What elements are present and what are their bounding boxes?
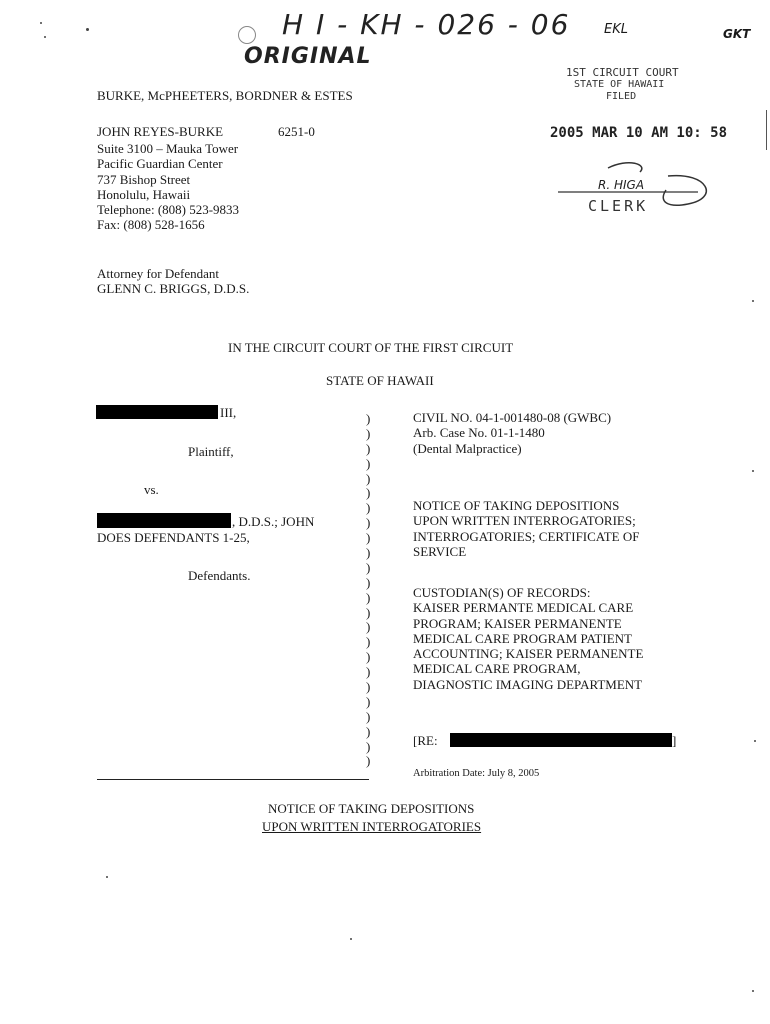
custodian-block (413, 585, 643, 692)
attorney-bar-number: 6251-0 (278, 124, 315, 139)
versus: vs. (144, 482, 159, 497)
scan-speck (754, 740, 756, 742)
court-stamp-line1: 1ST CIRCUIT COURT (566, 66, 679, 79)
scan-speck (86, 28, 89, 31)
state-heading: STATE OF HAWAII (326, 373, 434, 388)
scan-speck (350, 938, 352, 940)
scan-edge-right (766, 110, 767, 150)
clerk-label: CLERK (588, 197, 649, 215)
court-stamp-line3: FILED (606, 91, 637, 102)
custodian-line: MEDICAL CARE PROGRAM PATIENT (413, 630, 632, 646)
address-line: Pacific Guardian Center (97, 156, 223, 172)
custodian-line: CUSTODIAN(S) OF RECORDS: (413, 585, 591, 600)
case-type: (Dental Malpractice) (413, 440, 522, 456)
scan-speck (106, 876, 108, 878)
arbitration-date: Arbitration Date: July 8, 2005 (413, 768, 540, 779)
plaintiff-label: Plaintiff, (188, 444, 234, 459)
defendants-label: Defendants. (188, 568, 251, 583)
document-title-line1: NOTICE OF TAKING DEPOSITIONS (268, 801, 475, 816)
attorney-for-block (97, 266, 249, 297)
defendant-line2: DOES DEFENDANTS 1-25, (97, 530, 250, 545)
redacted-defendant-name (97, 513, 231, 528)
custodian-line: PROGRAM; KAISER PERMANENTE (413, 615, 622, 631)
defendant-suffix: , D.D.S.; JOHN (232, 514, 315, 529)
scan-speck (40, 22, 42, 24)
notice-title-block (413, 498, 640, 559)
plaintiff-suffix: III, (220, 405, 237, 420)
telephone-line: Telephone: (808) 523-9833 (97, 202, 240, 218)
notice-line: NOTICE OF TAKING DEPOSITIONS (413, 498, 620, 513)
redacted-plaintiff-name (96, 405, 218, 419)
scan-speck (752, 300, 754, 302)
arbitration-case-number: Arb. Case No. 01-1-1480 (413, 425, 545, 441)
attorney-for-label: Attorney for Defendant (97, 266, 220, 281)
original-stamp: ORIGINAL (244, 44, 372, 69)
re-close-bracket: ] (672, 733, 677, 748)
scan-speck (752, 990, 754, 992)
case-number-block (413, 410, 611, 456)
caption-parenthesis-column: ) ) ) ) ) ) ) ) ) ) ) ) ) ) ) ) ) ) ) ) ) ) ) ) (366, 411, 371, 769)
clerk-signature: R. HIGA (598, 178, 645, 192)
caption-bottom-rule (97, 779, 369, 780)
notice-line: INTERROGATORIES; CERTIFICATE OF (413, 528, 640, 544)
firm-name: BURKE, McPHEETERS, BORDNER & ESTES (97, 88, 353, 103)
attorney-address-block (97, 141, 239, 233)
notice-line: UPON WRITTEN INTERROGATORIES; (413, 513, 636, 529)
stamp-circle-mark (238, 26, 256, 44)
court-stamp-datetime: 2005 MAR 10 AM 10: 58 (550, 125, 728, 141)
custodian-line: MEDICAL CARE PROGRAM, (413, 661, 581, 677)
document-title-line2: UPON WRITTEN INTERROGATORIES (262, 819, 482, 834)
attorney-name: JOHN REYES-BURKE (97, 124, 224, 139)
custodian-line: KAISER PERMANTE MEDICAL CARE (413, 600, 634, 616)
scan-speck (752, 470, 754, 472)
court-stamp-line2: STATE OF HAWAII (574, 79, 665, 90)
notice-line: SERVICE (413, 543, 467, 559)
address-line: 737 Bishop Street (97, 171, 191, 187)
address-line: Honolulu, Hawaii (97, 186, 191, 202)
redacted-re-name (450, 733, 672, 747)
custodian-line: DIAGNOSTIC IMAGING DEPARTMENT (413, 676, 643, 692)
fax-line: Fax: (808) 528-1656 (97, 217, 205, 233)
re-label: [RE: (413, 733, 438, 748)
handwritten-case-number: H I - KH - 026 - 06 (282, 8, 571, 41)
initials-gkt: GKT (723, 27, 751, 41)
initials-ekl: EKL (604, 22, 628, 37)
scan-speck (44, 36, 46, 38)
civil-number: CIVIL NO. 04-1-001480-08 (GWBC) (413, 410, 612, 425)
custodian-line: ACCOUNTING; KAISER PERMANENTE (413, 646, 644, 662)
court-heading: IN THE CIRCUIT COURT OF THE FIRST CIRCUIT (228, 340, 514, 355)
client-name: GLENN C. BRIGGS, D.D.S. (97, 281, 250, 297)
address-line: Suite 3100 – Mauka Tower (97, 141, 239, 156)
